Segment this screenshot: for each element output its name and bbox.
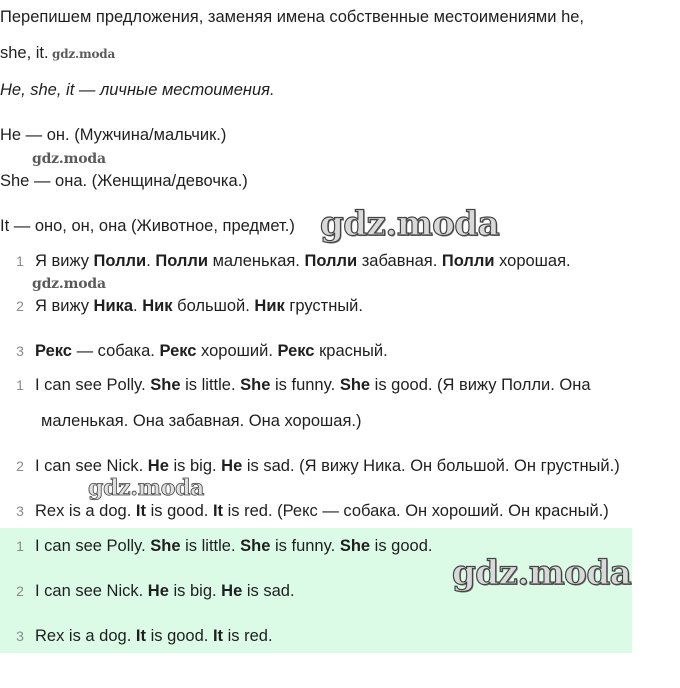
intro-line-2: she, it.: [0, 44, 49, 62]
text-run: грустный.: [284, 297, 363, 315]
italic-note: He, she, it — личные местоимения.: [0, 81, 275, 99]
bold-word: He: [147, 582, 169, 600]
bold-word: She: [339, 537, 371, 555]
text-run: — собака.: [72, 342, 160, 360]
text-run: забавная.: [357, 252, 442, 270]
bold-word: He: [221, 457, 243, 475]
bold-word: Полли: [93, 252, 147, 270]
definition-he: He — он. (Мужчина/мальчик.): [0, 126, 227, 144]
bold-word: Рекс: [277, 342, 315, 360]
list-number: 2: [16, 458, 24, 474]
watermark-large: gdz.moda: [320, 204, 500, 244]
text-run: хорошая.: [494, 252, 571, 270]
definition-she: She — она. (Женщина/девочка.): [0, 172, 248, 190]
list-number: 1: [16, 253, 24, 269]
text-run: I can see Polly.: [35, 537, 151, 555]
list-number: 2: [16, 298, 24, 314]
bold-word: She: [339, 376, 371, 394]
list-number: 1: [16, 377, 24, 393]
translated-item-1: [35, 376, 591, 395]
watermark-medium: gdz.moda: [88, 475, 205, 501]
text-run: is big.: [168, 582, 222, 600]
russian-item-2: [35, 297, 363, 316]
bold-word: It: [135, 627, 146, 645]
bold-word: Рекс: [35, 342, 72, 360]
answer-item-3: [35, 627, 273, 646]
text-run: .: [146, 252, 156, 270]
bold-word: Полли: [155, 252, 208, 270]
list-number: 3: [16, 503, 24, 519]
text-run: is good. (Я вижу Полли. Она: [370, 376, 591, 394]
text-run: is little.: [180, 376, 241, 394]
text-run: is good.: [145, 627, 213, 645]
intro-line-1: Перепишем предложения, заменяя имена собственные местоимениями he,: [0, 8, 585, 26]
list-number: 2: [16, 583, 24, 599]
text-run: красный.: [314, 342, 388, 360]
bold-word: He: [147, 457, 169, 475]
bold-word: She: [150, 376, 181, 394]
list-number: 3: [16, 628, 24, 644]
text-run: .: [133, 297, 143, 315]
bold-word: Ник: [254, 297, 285, 315]
text-run: Я вижу: [35, 297, 94, 315]
bold-word: Ник: [142, 297, 173, 315]
text-run: Я вижу: [35, 252, 94, 270]
text-run: is red. (Рекс — собака. Он хороший. Он красный.): [223, 502, 609, 520]
bold-word: Рекс: [159, 342, 197, 360]
bold-word: It: [212, 502, 224, 520]
text-run: is good.: [370, 537, 433, 555]
text-run: is good.: [145, 502, 213, 520]
answer-item-2: [35, 582, 295, 601]
list-number: 3: [16, 343, 24, 359]
text-run: is big.: [168, 457, 222, 475]
text-run: хороший.: [196, 342, 278, 360]
bold-word: It: [135, 502, 146, 520]
text-run: Rex is a dog.: [35, 627, 136, 645]
text-run: is red.: [223, 627, 273, 645]
bold-word: It: [212, 627, 224, 645]
bold-word: Ника: [93, 297, 134, 315]
text-run: is little.: [180, 537, 241, 555]
text-run: Rex is a dog.: [35, 502, 136, 520]
watermark-large: gdz.moda: [452, 553, 632, 593]
translated-item-3: [35, 502, 609, 521]
bold-word: She: [240, 376, 271, 394]
list-number: 1: [16, 538, 24, 554]
text-run: is funny.: [270, 537, 340, 555]
text-run: I can see Nick.: [35, 457, 148, 475]
text-run: is sad. (Я вижу Ника. Он большой. Он грустный.): [242, 457, 620, 475]
definition-it: It — оно, он, она (Животное, предмет.): [0, 217, 295, 235]
bold-word: He: [221, 582, 243, 600]
watermark-small: gdz.moda: [32, 151, 106, 167]
watermark-small: gdz.moda: [52, 47, 116, 61]
bold-word: Полли: [441, 252, 495, 270]
translated-item-1-continuation: маленькая. Она забавная. Она хорошая.): [41, 412, 362, 430]
answer-item-1: [35, 537, 432, 556]
bold-word: She: [150, 537, 181, 555]
text-run: большой.: [172, 297, 255, 315]
russian-item-3: [35, 342, 388, 361]
bold-word: She: [240, 537, 271, 555]
translated-item-2: [35, 457, 620, 476]
text-run: маленькая.: [208, 252, 305, 270]
text-run: is funny.: [270, 376, 340, 394]
text-run: I can see Polly.: [35, 376, 151, 394]
text-run: I can see Nick.: [35, 582, 148, 600]
text-run: is sad.: [242, 582, 295, 600]
russian-item-1: [35, 252, 571, 271]
bold-word: Полли: [304, 252, 358, 270]
watermark-small: gdz.moda: [32, 276, 106, 292]
